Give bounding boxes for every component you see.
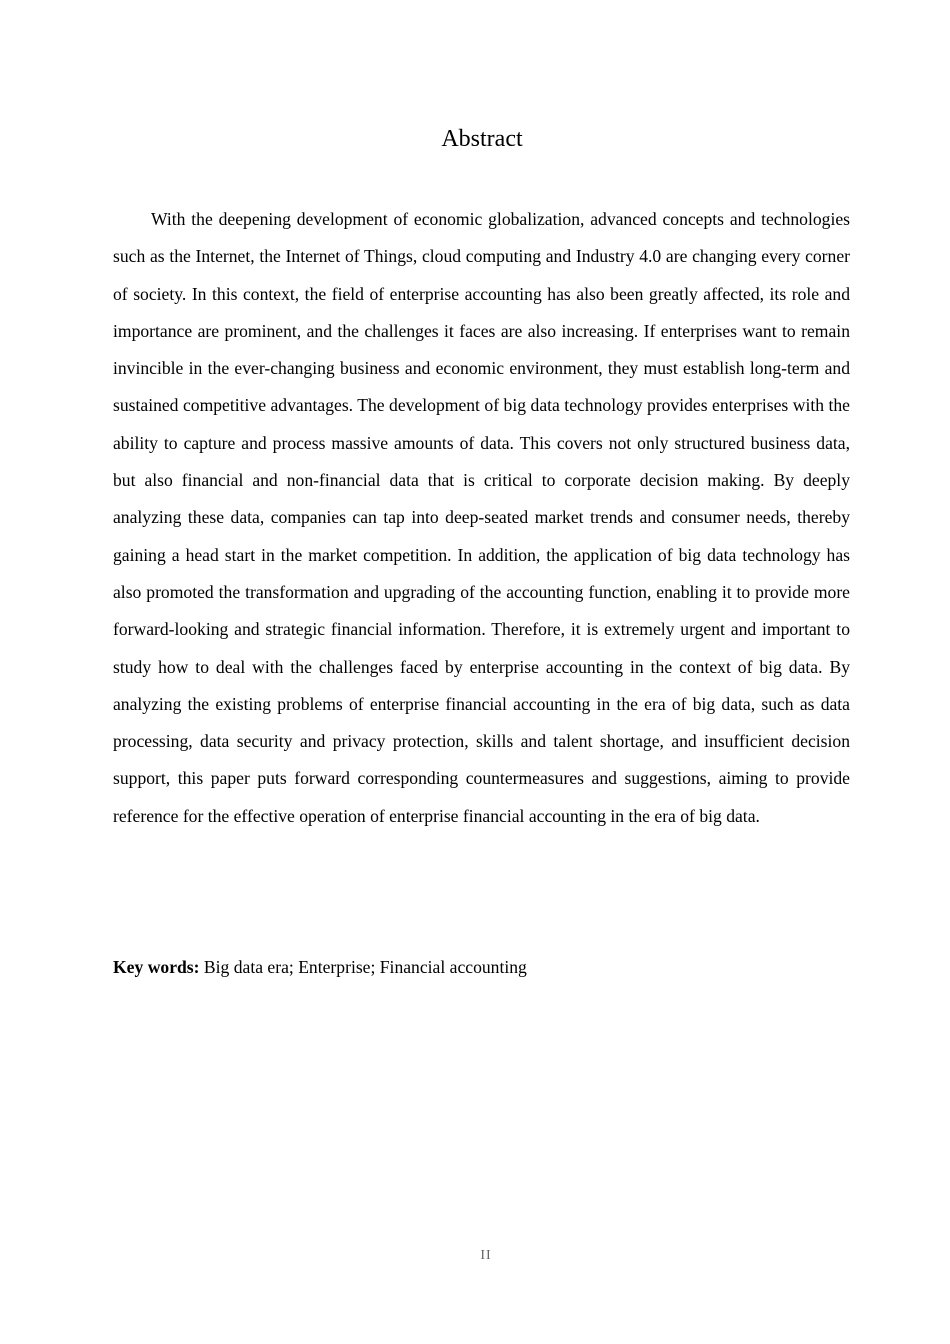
keywords-label: Key words: xyxy=(113,957,200,977)
keywords-value: Big data era; Enterprise; Financial accounting xyxy=(203,957,527,977)
abstract-paragraph: With the deepening development of economic globalization, advanced concepts and technologies such as the Internet, the Internet of Things, cloud computing and Industry 4.0 are changing every corner of society. In this context, the field of enterprise accounting has also been greatly affected, its role and importance are prominent, and the challenges it faces are also increasing. If enterprises want to remain invincible in the ever-changing business and economic environment, they must establish long-term and sustained competitive advantages. The development of big data technology provides enterprises with the ability to capture and process massive amounts of data. This covers not only structured business data, but also financial and non-financial data that is critical to corporate decision making. By deeply analyzing these data, companies can tap into deep-seated market trends and consumer needs, thereby gaining a head start in the market competition. In addition, the application of big data technology has also promoted the transformation and upgrading of the accounting function, enabling it to provide more forward-looking and strategic financial information. Therefore, it is extremely urgent and important to study how to deal with the challenges faced by enterprise accounting in the context of big data. By analyzing the existing problems of enterprise financial accounting in the era of big data, such as data processing, data security and privacy protection, skills and talent shortage, and insufficient decision support, this paper puts forward corresponding countermeasures and suggestions, aiming to provide reference for the effective operation of enterprise financial accounting in the era of big data. xyxy=(113,209,850,826)
keywords-line xyxy=(113,949,850,986)
page-title: Abstract xyxy=(441,126,523,152)
page-number: II xyxy=(480,1248,492,1263)
